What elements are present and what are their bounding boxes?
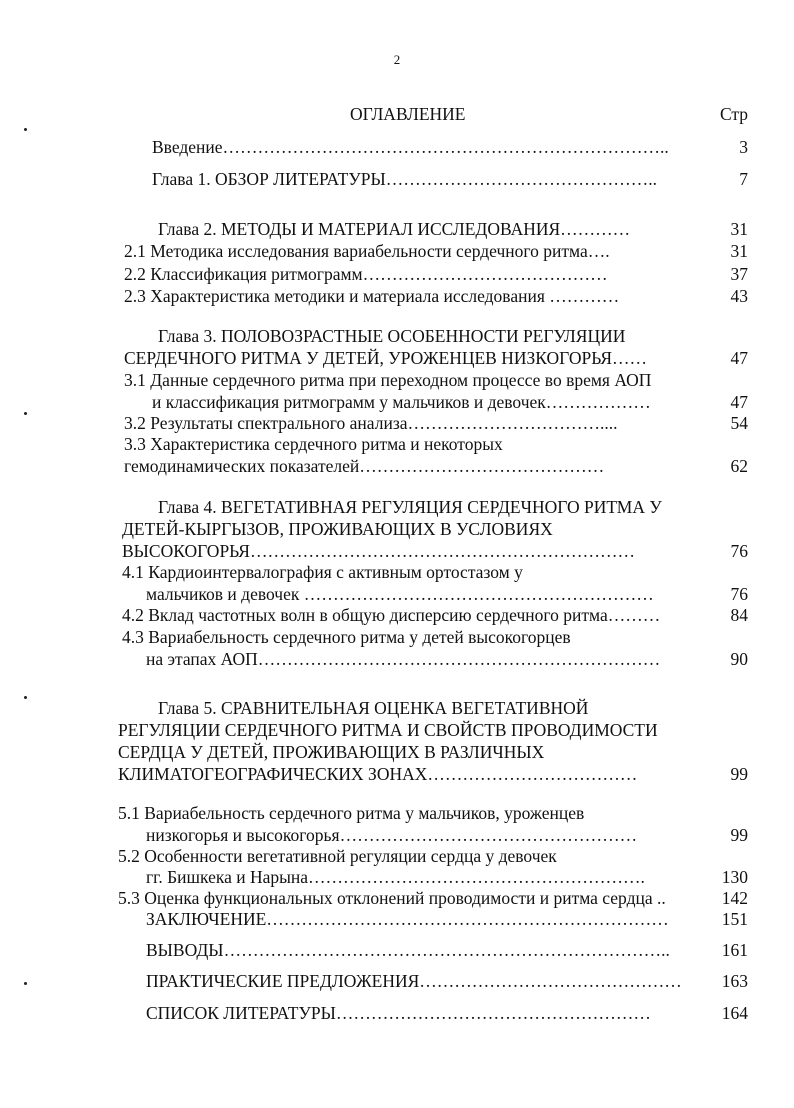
- toc-page-3-2: 54: [730, 413, 748, 433]
- toc-page-5-1: 99: [730, 825, 748, 845]
- toc-page-3-1: 47: [730, 392, 748, 412]
- toc-entry-references: СПИСОК ЛИТЕРАТУРЫ………………………………………………: [146, 1003, 651, 1023]
- page-number: 2: [393, 52, 401, 67]
- toc-entry-4-3-line-2: на этапах АОП……………………………………………………………: [146, 649, 661, 669]
- toc-entry-chapter-4-line-3: ВЫСОКОГОРЬЯ…………………………………………………………: [122, 541, 635, 561]
- margin-dot: [24, 128, 27, 131]
- toc-entry-5-2-line-1: 5.2 Особенности вегетативной регуляции сердца у девочек: [118, 846, 557, 866]
- margin-dot: [24, 412, 27, 415]
- toc-entry-3-1-line-2: и классификация ритмограмм у мальчиков и девочек………………: [152, 392, 651, 412]
- toc-page-conclusion: 151: [721, 909, 748, 929]
- toc-page-5-2: 130: [721, 867, 748, 887]
- toc-entry-chapter-2: Глава 2. МЕТОДЫ И МАТЕРИАЛ ИССЛЕДОВАНИЯ…………: [158, 219, 631, 239]
- toc-entry-chapter-1: Глава 1. ОБЗОР ЛИТЕРАТУРЫ………………………………………..: [152, 169, 657, 189]
- toc-entry-2-1: 2.1 Методика исследования вариабельности сердечного ритма….: [124, 241, 610, 261]
- toc-entry-2-3: 2.3 Характеристика методики и материала исследования …………: [124, 286, 620, 306]
- toc-page-chapter-5: 99: [730, 764, 748, 784]
- toc-page-4-1: 76: [730, 584, 748, 604]
- toc-entry-chapter-5-line-3: СЕРДЦА У ДЕТЕЙ, ПРОЖИВАЮЩИХ В РАЗЛИЧНЫХ: [118, 742, 545, 762]
- toc-entry-chapter-5-line-1: Глава 5. СРАВНИТЕЛЬНАЯ ОЦЕНКА ВЕГЕТАТИВНОЙ: [158, 698, 589, 718]
- toc-entry-chapter-4-line-1: Глава 4. ВЕГЕТАТИВНАЯ РЕГУЛЯЦИЯ СЕРДЕЧНОГО РИТМА У: [158, 497, 662, 517]
- toc-entry-practical: ПРАКТИЧЕСКИЕ ПРЕДЛОЖЕНИЯ………………………………………: [146, 971, 682, 991]
- toc-page-4-3: 90: [730, 649, 748, 669]
- toc-entry-5-1-line-2: низкогорья и высокогорья……………………………………………: [146, 825, 638, 845]
- toc-entry-5-3: 5.3 Оценка функциональных отклонений проводимости и ритма сердца ..: [118, 888, 666, 908]
- toc-entry-findings: ВЫВОДЫ…………………………………………………………………..: [146, 940, 670, 960]
- toc-page-chapter-4: 76: [730, 541, 748, 561]
- toc-entry-chapter-5-line-2: РЕГУЛЯЦИИ СЕРДЕЧНОГО РИТМА И СВОЙСТВ ПРОВОДИМОСТИ: [118, 720, 658, 740]
- toc-page-chapter-1: 7: [739, 169, 748, 189]
- toc-page-3-3: 62: [730, 456, 748, 476]
- toc-page-findings: 161: [721, 940, 748, 960]
- toc-title: ОГЛАВЛЕНИЕ: [350, 104, 466, 124]
- toc-page-5-3: 142: [721, 888, 748, 908]
- toc-page-2-3: 43: [730, 286, 748, 306]
- toc-entry-4-2: 4.2 Вклад частотных волн в общую дисперсию сердечного ритма………: [122, 605, 661, 625]
- toc-entry-intro: Введение…………………………………………………………………..: [152, 137, 669, 157]
- toc-entry-chapter-4-line-2: ДЕТЕЙ-КЫРГЫЗОВ, ПРОЖИВАЮЩИХ В УСЛОВИЯХ: [122, 519, 553, 539]
- toc-page-intro: 3: [739, 137, 748, 157]
- toc-page-references: 164: [721, 1003, 748, 1023]
- toc-entry-chapter-5-line-4: КЛИМАТОГЕОГРАФИЧЕСКИХ ЗОНАХ………………………………: [118, 764, 638, 784]
- toc-entry-chapter-3-line-2: СЕРДЕЧНОГО РИТМА У ДЕТЕЙ, УРОЖЕНЦЕВ НИЗКОГОРЬЯ……: [124, 348, 647, 368]
- toc-entry-4-1-line-1: 4.1 Кардиоинтервалография с активным ортостазом у: [122, 562, 523, 582]
- toc-entry-5-2-line-2: гг. Бишкека и Нарына………………………………………………….: [146, 867, 645, 887]
- margin-dot: [24, 982, 27, 985]
- toc-page-2-2: 37: [730, 264, 748, 284]
- toc-entry-3-3-line-2: гемодинамических показателей……………………………………: [124, 456, 605, 476]
- toc-entry-4-3-line-1: 4.3 Вариабельность сердечного ритма у детей высокогорцев: [122, 627, 571, 647]
- toc-entry-chapter-3-line-1: Глава 3. ПОЛОВОЗРАСТНЫЕ ОСОБЕННОСТИ РЕГУЛЯЦИИ: [158, 326, 626, 346]
- toc-entry-3-1-line-1: 3.1 Данные сердечного ритма при переходном процессе во время АОП: [124, 370, 652, 390]
- toc-entry-conclusion: ЗАКЛЮЧЕНИЕ……………………………………………………………: [146, 909, 669, 929]
- toc-entry-3-2: 3.2 Результаты спектрального анализа……………………………....: [124, 413, 618, 433]
- toc-entry-5-1-line-1: 5.1 Вариабельность сердечного ритма у мальчиков, уроженцев: [118, 803, 585, 823]
- toc-page-chapter-2: 31: [730, 219, 748, 239]
- page-column-header: Стр: [719, 104, 748, 124]
- toc-page-chapter-3: 47: [730, 348, 748, 368]
- toc-entry-4-1-line-2: мальчиков и девочек ……………………………………………………: [146, 584, 654, 604]
- toc-entry-2-2: 2.2 Классификация ритмограмм……………………………………: [124, 264, 608, 284]
- margin-dot: [24, 696, 27, 699]
- toc-page-2-1: 31: [730, 241, 748, 261]
- toc-page-4-2: 84: [730, 605, 748, 625]
- toc-page-practical: 163: [721, 971, 748, 991]
- toc-entry-3-3-line-1: 3.3 Характеристика сердечного ритма и некоторых: [124, 434, 503, 454]
